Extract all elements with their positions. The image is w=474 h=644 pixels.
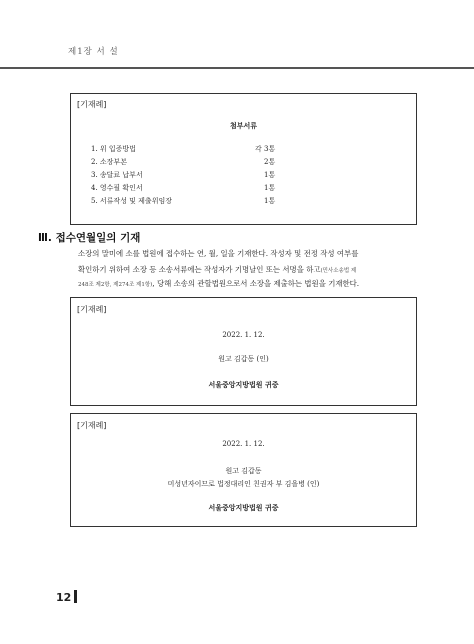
example-box-date	[70, 297, 417, 406]
example-box-guardian	[70, 413, 417, 527]
list-item-count: 2통	[264, 158, 276, 166]
paragraph-text: 확인하기 위하여 소장 등 소송서류에는 작성자가 기명날인 또는 서명을 하고	[78, 265, 321, 274]
filing-date: 2022. 1. 12.	[222, 331, 265, 339]
list-item-label: 2. 소장부본	[91, 158, 127, 166]
plaintiff-name: 원고 김갑동	[225, 467, 262, 475]
list-item-label: 5. 서류작성 및 제출위임장	[91, 197, 172, 205]
list-item-count: 1통	[264, 184, 276, 192]
chapter-header: 제1장 서 설	[68, 47, 119, 57]
list-item-label: 1. 위 입증방법	[91, 145, 136, 153]
section-paragraph-line	[78, 277, 428, 293]
page-number-bar	[74, 590, 77, 603]
paragraph-text: 소장의 말미에 소를 법원에 접수하는 연, 월, 일을 기재한다. 작성자 및 전정 작성 여부를	[78, 249, 359, 258]
list-item-label: 3. 송달료 납부서	[91, 171, 143, 179]
filing-date: 2022. 1. 12.	[222, 440, 265, 448]
law-citation: 248조 제2항, 제274조 제1항)	[78, 282, 153, 288]
list-item-count: 1통	[264, 197, 276, 205]
box-label: [기재례]	[77, 421, 107, 430]
section-paragraph-line	[78, 247, 428, 262]
paragraph-text: , 당해 소송의 관할법원으로서 소장을 제출하는 법원을 기재한다.	[152, 279, 360, 288]
section-title: Ⅲ. 접수연월일의 기재	[38, 232, 141, 244]
box-label: [기재례]	[77, 100, 107, 109]
list-item-label: 4. 영수필 확인서	[91, 184, 143, 192]
plaintiff-signature: 원고 김갑동 (인)	[218, 355, 269, 363]
box-label: [기재례]	[77, 305, 107, 314]
attachments-title: 첨부서류	[229, 121, 258, 130]
law-citation: (민사소송법 제	[320, 268, 357, 274]
court-name: 서울중앙지방법원 귀중	[208, 380, 279, 389]
example-box-attachments	[70, 93, 417, 225]
list-item-count: 각 3통	[255, 145, 276, 153]
court-name: 서울중앙지방법원 귀중	[208, 503, 279, 512]
page-number: 12	[56, 591, 72, 604]
header-rule	[0, 67, 474, 69]
legal-guardian-signature: 미성년자이므로 법정대리인 친권자 부 김을병 (인)	[167, 480, 320, 488]
list-item-count: 1통	[264, 171, 276, 179]
